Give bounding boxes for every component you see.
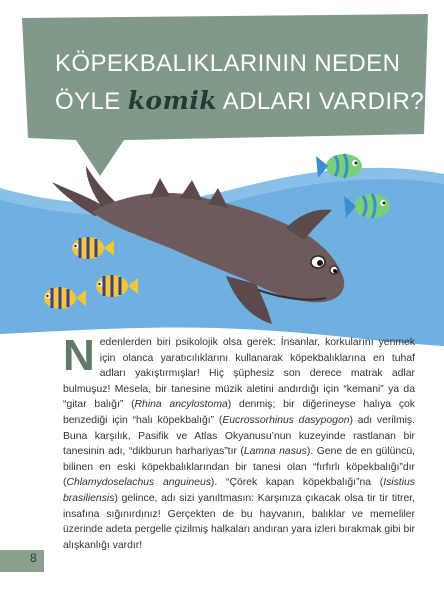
body-text: edenlerden biri psikolojik olsa gerek: İnsanlar, korkularını yenmek için olanca yaratıcılıklarını kullanarak köpekbalıklarına en tuhaf adları yakıştırmışlar! Hiç şüphesiz son derece matrak adlar bulmuşuz! Mesela, bir tanesine müzik aletini andırdığı için “kemani” ya da “gitar balığı” ( [63, 337, 415, 411]
body-text: ) denmiş; bir diğerineyse halıya çok benzediği için “halı köpekbalığı” ( [63, 399, 415, 426]
drop-cap: N [63, 331, 95, 380]
title-line-2 [55, 82, 424, 120]
body-text: ) adı verilmiş. Buna karşılık, Pasifik ve Atlas Okyanusu’nun kuzeyinde rastlanan bir tanesinin adı, “dikburun harhariyas”tır ( [63, 414, 416, 458]
body-paragraph [63, 331, 416, 553]
species-name: Isistius brasiliensis [63, 477, 415, 504]
body-text: ). “Çörek kapan köpekbalığı”na ( [210, 477, 384, 489]
species-name: Rhina ancylostoma [134, 399, 228, 411]
page-number-tab [0, 550, 44, 572]
page-number: 8 [30, 551, 37, 565]
species-name: Lamna nasus [243, 446, 307, 458]
title-line-2-start: ÖYLE [55, 87, 128, 115]
shark-illustration [0, 120, 444, 360]
title-line-2-end: ADLARI VARDIR? [216, 87, 424, 115]
species-name: Eucrossorhinus dasypogon [222, 414, 350, 426]
page-title [55, 46, 424, 119]
title-emphasis-word: komik [127, 85, 217, 115]
body-text: ). Gene de en gülüncü, bilinen en eski köpekbalıklarından bir tanesi olan “fırfırlı köpekbalığı”dır ( [63, 446, 415, 489]
species-name: Chlamydoselachus anguineus [66, 477, 211, 489]
body-text: ) gelince, adı sizi yanıltmasın: Karşınıza çıkacak olsa tir tir titrer, insafına sığınırdınız! Gerçekten de bu hayvanın, balıklar ve memeliler üzerinde adeta pergelle çizilmiş halkaları andıran yara izleri bırakmak gibi bir alışkanlığı vardır! [63, 492, 415, 551]
title-line-1: KÖPEKBALIKLARININ NEDEN [55, 50, 401, 77]
